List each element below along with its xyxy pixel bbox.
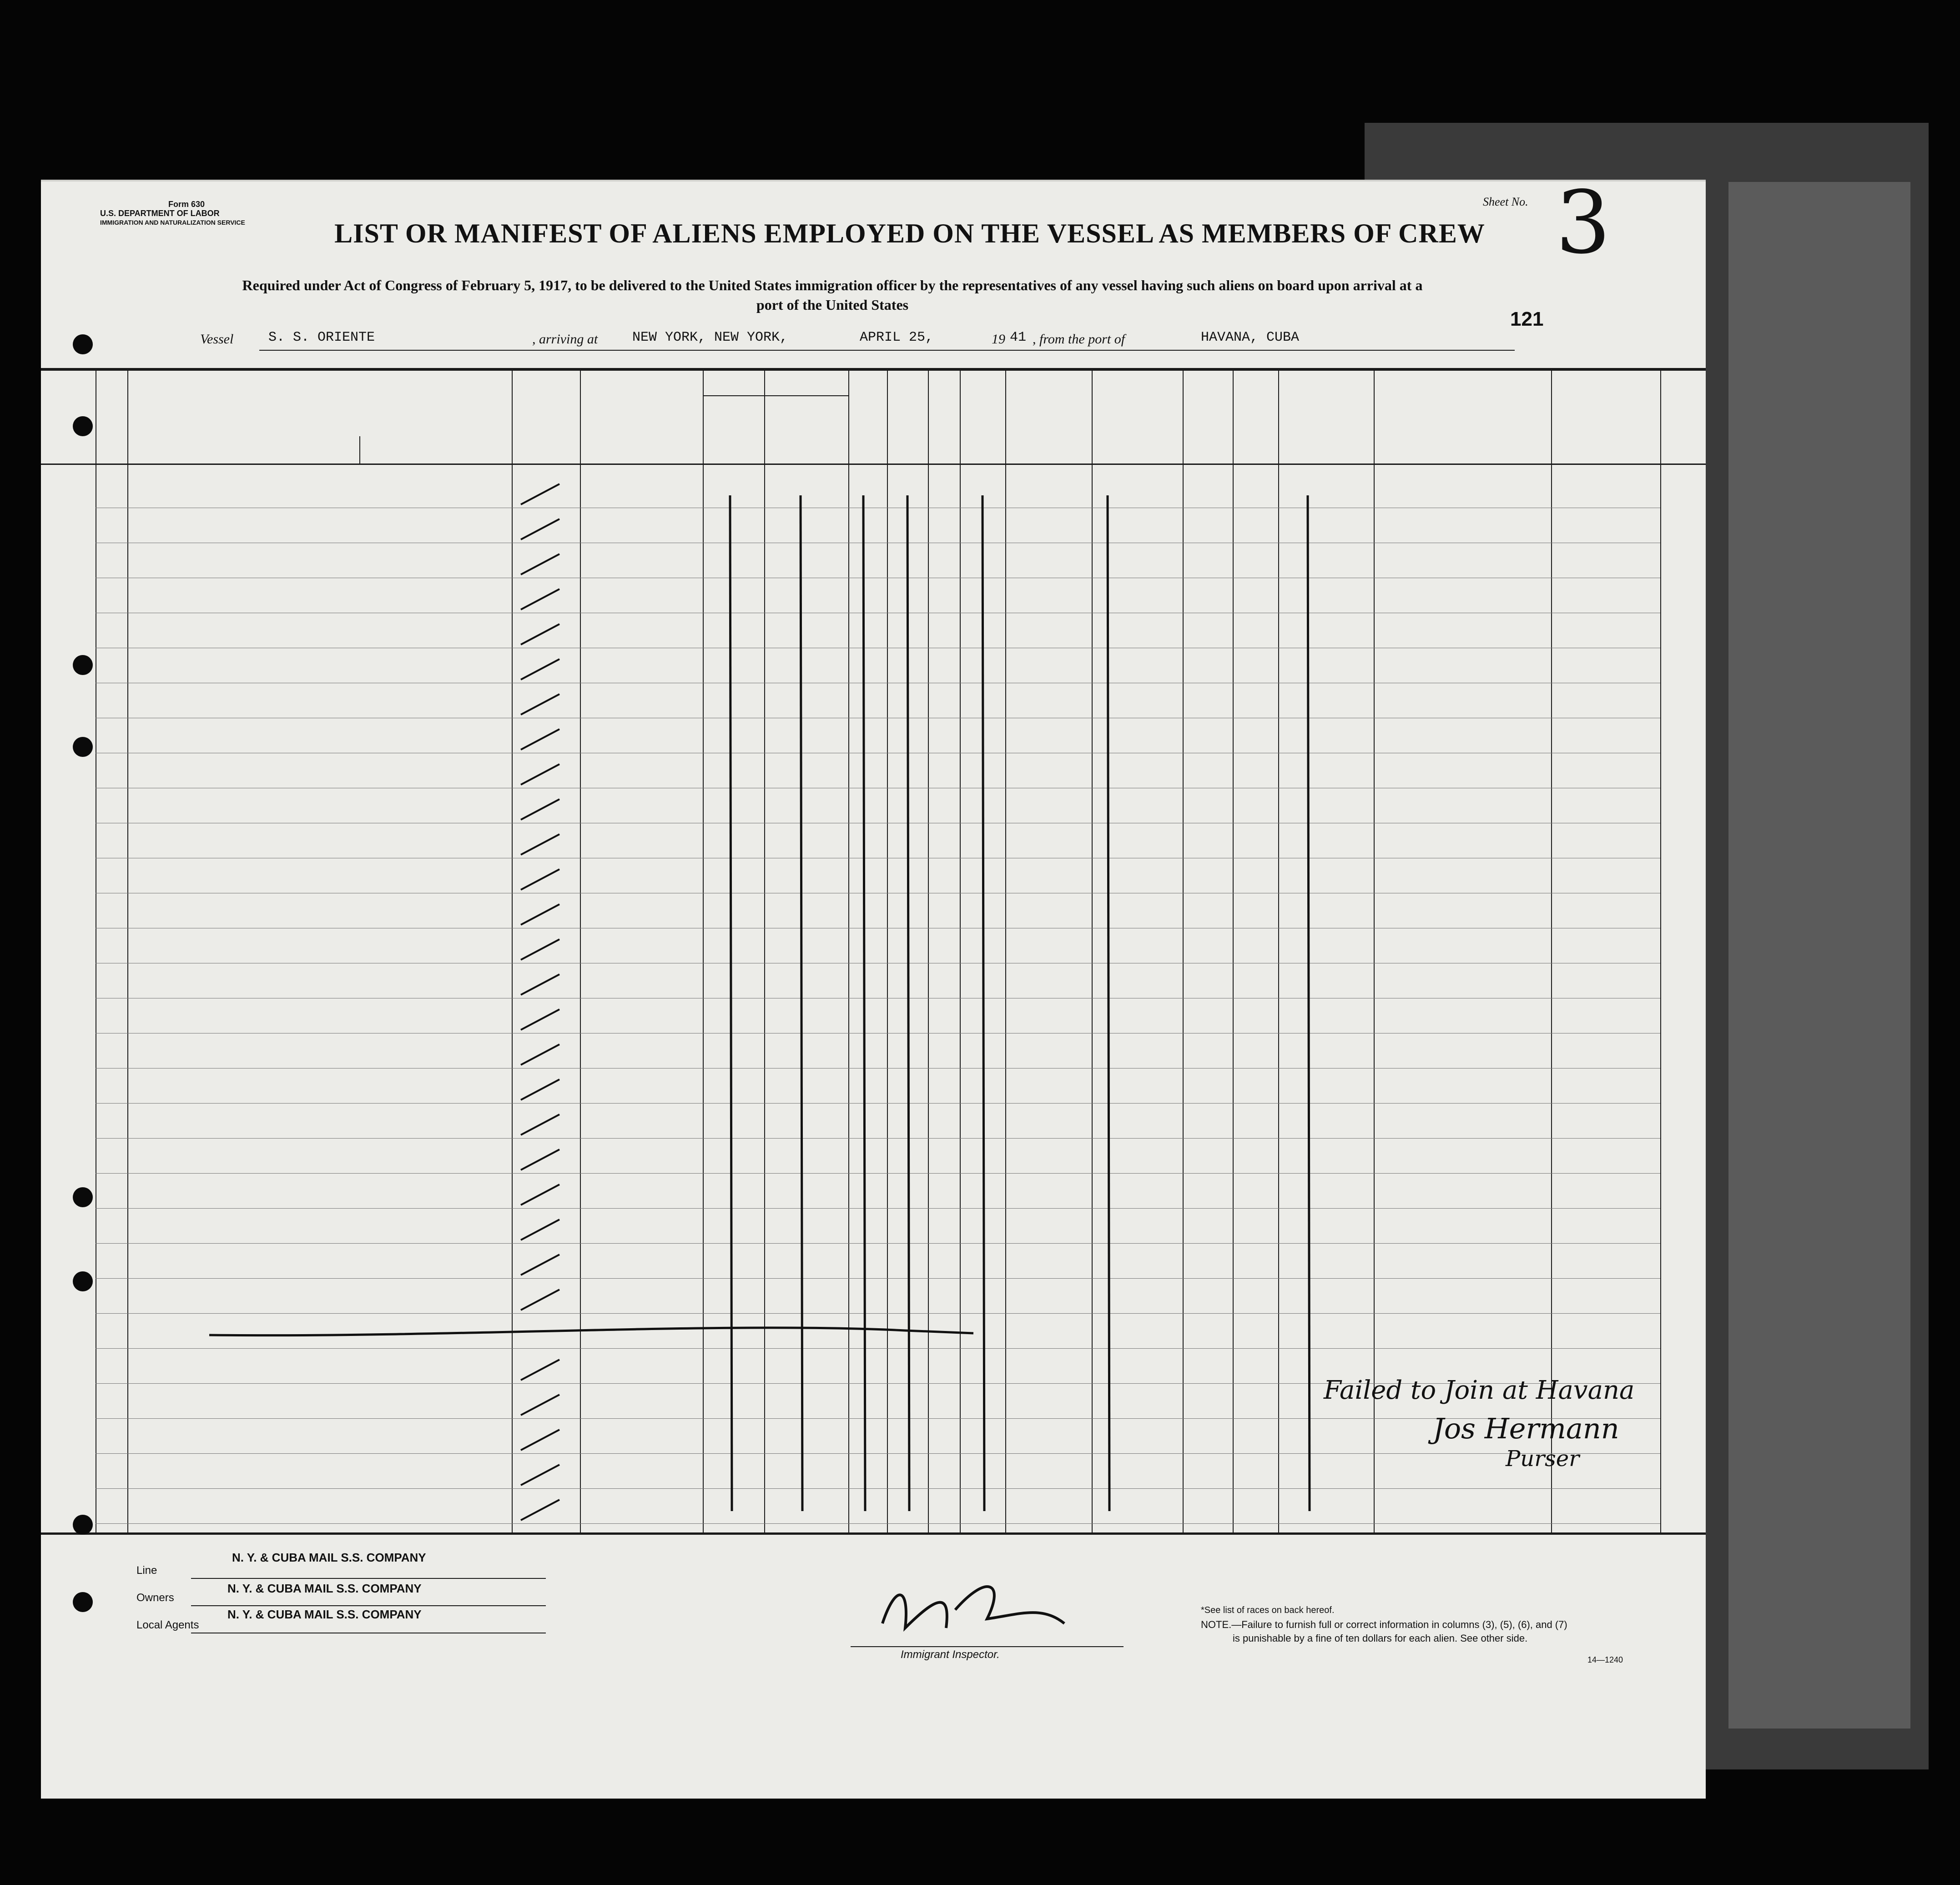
form-number: Form 630 (168, 200, 205, 209)
line-underline (191, 1578, 546, 1579)
owners-underline (191, 1605, 546, 1606)
length-of-service-mark (521, 869, 559, 890)
year-suffix: 41 (1010, 330, 1027, 345)
remark-failed-to-join: Failed to Join at Havana (1324, 1376, 1635, 1405)
length-of-service-mark (521, 1395, 559, 1415)
department-name: U.S. DEPARTMENT OF LABOR (100, 209, 220, 218)
page-title: LIST OR MANIFEST OF ALIENS EMPLOYED ON THE VESSEL AS MEMBERS OF CREW (334, 218, 1485, 248)
arriving-port: NEW YORK, NEW YORK, (632, 330, 788, 345)
agents-stamp: N. Y. & CUBA MAIL S.S. COMPANY (227, 1608, 422, 1621)
race-note: *See list of races on back hereof. (1201, 1605, 1335, 1615)
local-agents-label: Local Agents (136, 1619, 199, 1631)
binder-hole (73, 416, 93, 436)
binder-hole (73, 1592, 93, 1612)
length-of-service-mark (521, 799, 559, 820)
ditto-mark (1308, 495, 1310, 1511)
ditto-mark (1108, 495, 1109, 1511)
length-of-service-mark (521, 1360, 559, 1380)
length-of-service-mark (521, 1255, 559, 1275)
sheet-label: Sheet No. (1483, 195, 1528, 208)
ditto-mark (730, 495, 732, 1511)
length-of-service-mark (521, 974, 559, 995)
length-of-service-mark (521, 554, 559, 575)
length-of-service-mark (521, 484, 559, 504)
length-of-service-mark (521, 729, 559, 750)
length-of-service-mark (521, 1009, 559, 1030)
length-of-service-mark (521, 1465, 559, 1485)
owners-label: Owners (136, 1592, 174, 1604)
length-of-service-mark (521, 1430, 559, 1450)
arriving-label: , arriving at (532, 332, 598, 347)
binder-hole (73, 1271, 93, 1291)
binder-hole (73, 334, 93, 354)
line-stamp: N. Y. & CUBA MAIL S.S. COMPANY (232, 1551, 426, 1564)
subtitle-line-2: port of the United States (756, 297, 909, 313)
year-prefix: 19 (992, 332, 1005, 347)
binder-hole (73, 655, 93, 675)
length-of-service-mark (521, 1290, 559, 1310)
length-of-service-mark (521, 659, 559, 680)
penalty-note-2: is punishable by a fine of ten dollars for each alien. See other side. (1233, 1633, 1528, 1644)
subtitle-line-1: Required under Act of Congress of February 5, 1917, to be delivered to the United States immigration officer by the representatives of any vessel having such aliens on board upon arrival at a (242, 277, 1423, 293)
length-of-service-mark (521, 1184, 559, 1205)
ditto-mark (907, 495, 909, 1511)
ditto-mark (801, 495, 802, 1511)
back-page-edge (1728, 182, 1910, 1729)
length-of-service-mark (521, 589, 559, 610)
from-port: HAVANA, CUBA (1201, 330, 1300, 345)
length-of-service-mark (521, 1149, 559, 1170)
length-of-service-mark (521, 1079, 559, 1100)
from-port-label: , from the port of (1033, 332, 1125, 347)
strike-through-row-25 (209, 1328, 973, 1336)
length-of-service-mark (521, 1220, 559, 1240)
length-of-service-mark (521, 694, 559, 715)
length-of-service-mark (521, 624, 559, 645)
length-of-service-mark (521, 519, 559, 539)
vessel-name: S. S. ORIENTE (268, 330, 375, 345)
owners-stamp: N. Y. & CUBA MAIL S.S. COMPANY (227, 1582, 422, 1595)
arrival-date: APRIL 25, (860, 330, 934, 345)
ditto-mark (863, 495, 865, 1511)
service-name: IMMIGRATION AND NATURALIZATION SERVICE (100, 219, 245, 226)
length-of-service-mark (521, 834, 559, 855)
purser-signature: Jos Hermann (1433, 1412, 1619, 1445)
binder-hole (73, 1187, 93, 1207)
vessel-label: Vessel (200, 332, 234, 347)
length-of-service-mark (521, 1114, 559, 1135)
inspector-label: Immigrant Inspector. (901, 1648, 1000, 1661)
penalty-note-1: NOTE.—Failure to furnish full or correct information in columns (3), (5), (6), and (7) (1201, 1619, 1567, 1630)
print-code: 14—1240 (1587, 1655, 1623, 1664)
binder-hole (73, 1515, 93, 1535)
length-of-service-mark (521, 1044, 559, 1065)
length-of-service-mark (521, 764, 559, 785)
length-of-service-mark (521, 904, 559, 925)
inspector-signature (869, 1569, 1087, 1651)
binder-hole (73, 737, 93, 757)
manifest-sheet (41, 172, 1706, 1799)
length-of-service-mark (521, 1500, 559, 1520)
purser-title: Purser (1506, 1446, 1580, 1472)
line-label: Line (136, 1564, 157, 1577)
sheet-number: 3 (1556, 172, 1611, 273)
length-of-service-mark (521, 939, 559, 960)
ditto-mark (983, 495, 984, 1511)
page-number: 121 (1510, 308, 1544, 330)
